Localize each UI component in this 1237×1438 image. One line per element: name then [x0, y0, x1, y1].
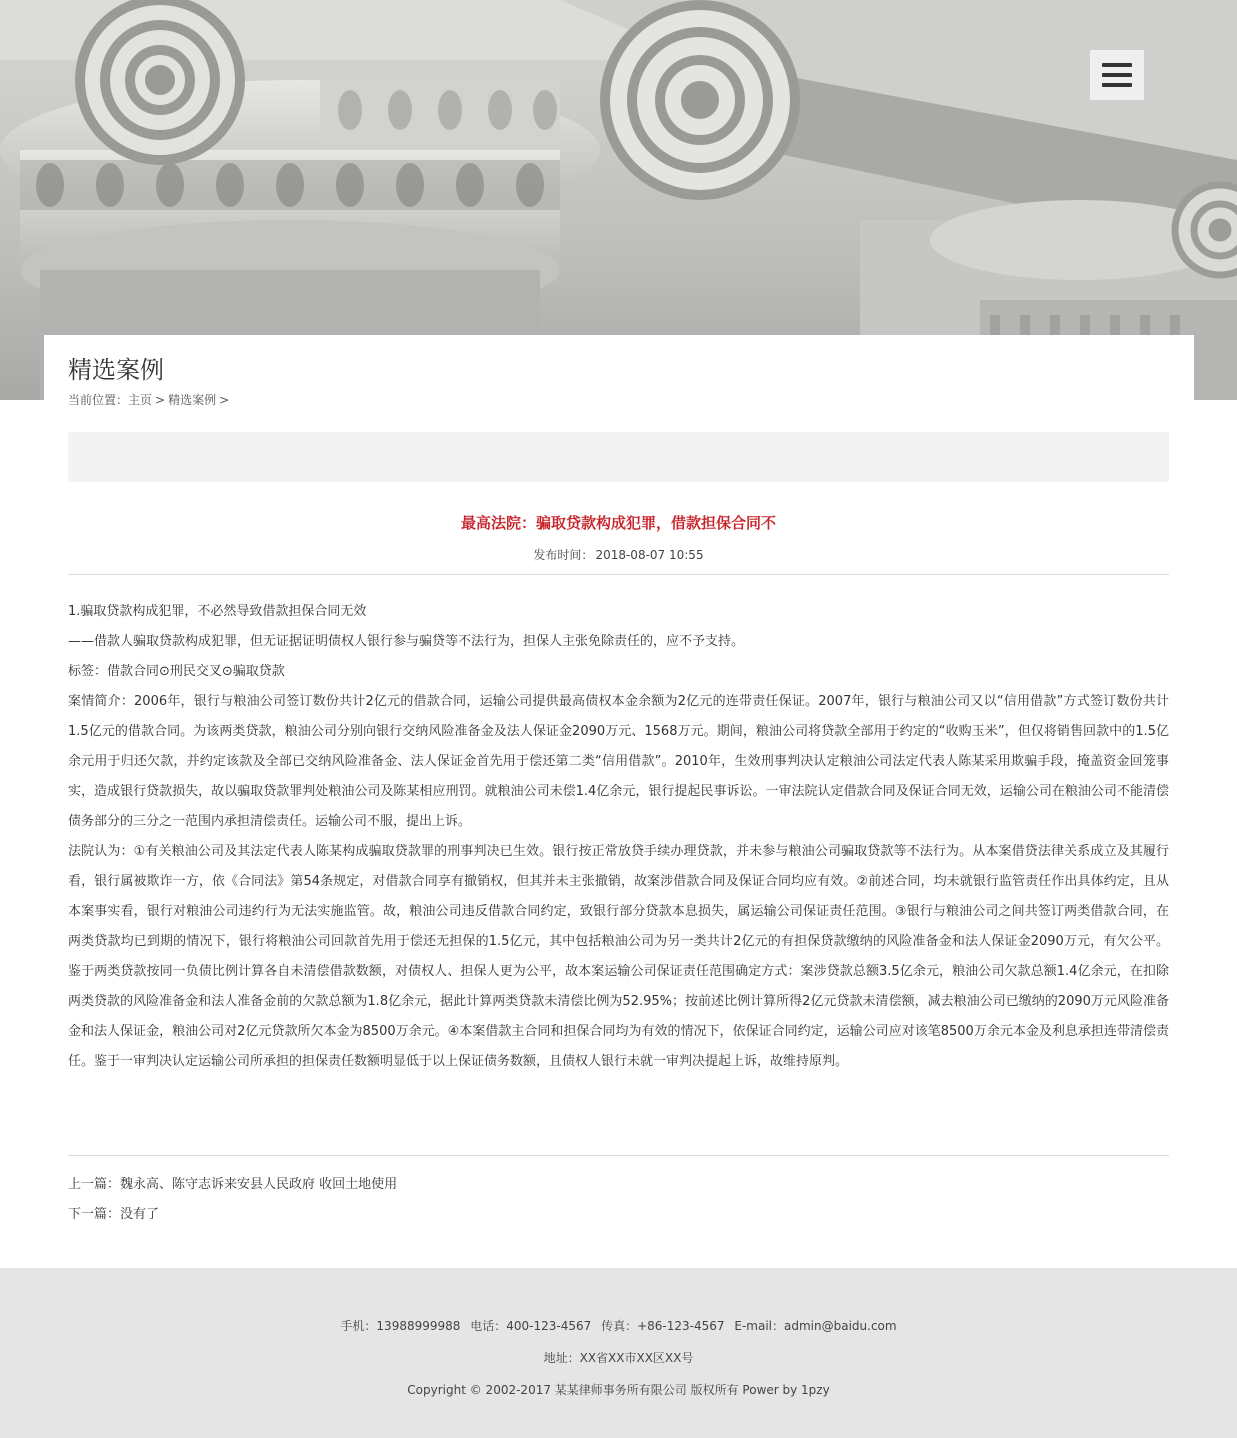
breadcrumb-separator: >	[155, 393, 166, 407]
footer-mobile: 13988999988	[376, 1319, 461, 1333]
article-paragraph: 标签：借款合同⊙刑民交叉⊙骗取贷款	[68, 664, 285, 679]
gray-banner-bar	[68, 432, 1169, 482]
next-article	[68, 1203, 159, 1222]
publish-time-label: 发布时间：	[533, 548, 594, 562]
footer-email: admin@baidu.com	[784, 1319, 897, 1333]
previous-article-label: 上一篇：	[68, 1177, 121, 1192]
article-paragraph: 1.骗取贷款构成犯罪，不必然导致借款担保合同无效	[68, 604, 367, 619]
previous-article	[68, 1173, 397, 1192]
footer-contact-row	[0, 1317, 1237, 1334]
breadcrumb-prefix: 当前位置：	[68, 393, 129, 407]
footer-phone: 400-123-4567	[506, 1319, 592, 1333]
footer-address-row	[0, 1349, 1237, 1366]
footer-phone-label: 电话：	[470, 1319, 507, 1333]
hamburger-menu-button[interactable]	[1090, 50, 1144, 100]
article-paragraph: ——借款人骗取贷款构成犯罪，但无证据证明债权人银行参与骗贷等不法行为，担保人主张免除责任的，应不予支持。	[68, 634, 745, 649]
article-paragraph: 法院认为：①有关粮油公司及其法定代表人陈某构成骗取贷款罪的刑事判决已生效。银行按正常放贷手续办理贷款，并未参与粮油公司骗取贷款等不法行为。从本案借贷法律关系成立及其履行看，银行属被欺诈一方，依《合同法》第54条规定，对借款合同享有撤销权，但其并未主张撤销，故案涉借款合同及保证合同均应有效。②前述合同，均未就银行监管责任作出具体约定，且从本案事实看，银行对粮油公司违约行为无法实施监管。故，粮油公司违反借款合同约定，致银行部分贷款本息损失，属运输公司保证责任范围。③银行与粮油公司之间共签订两类借款合同，在两类贷款均已到期的情况下，银行将粮油公司回款首先用于偿还无担保的1.5亿元，其中包括粮油公司为另一类共计2亿元的有担保贷款缴纳的风险准备金和法人保证金2090万元，有欠公平。鉴于两类贷款按同一负债比例计算各自未清偿借款数额，对债权人、担保人更为公平，故本案运输公司保证责任范围确定方式：案涉贷款总额3.5亿余元，粮油公司欠款总额1.4亿余元，在扣除两类贷款的风险准备金和法人准备金前的欠款总额为1.8亿余元，据此计算两类贷款未清偿比例为52.95%；按前述比例计算所得2亿元贷款未清偿额，减去粮油公司已缴纳的2090万元风险准备金和法人保证金，粮油公司对2亿元贷款所欠本金为8500万余元。④本案借款主合同和担保合同均为有效的情况下，依保证合同约定，运输公司应对该笔8500万余元本金及利息承担连带清偿责任。鉴于一审判决认定运输公司所承担的担保责任数额明显低于以上保证债务数额，且债权人银行未就一审判决提起上诉，故维持原判。	[68, 844, 1169, 1069]
next-article-value: 没有了	[120, 1207, 160, 1222]
breadcrumb-home-link[interactable]: 主页	[128, 393, 153, 407]
publish-time-value: 2018-08-07 10:55	[595, 548, 704, 562]
footer-address: XX省XX市XX区XX号	[579, 1351, 694, 1365]
article-title: 最高法院：骗取贷款构成犯罪，借款担保合同不	[460, 514, 776, 532]
divider	[68, 574, 1169, 575]
breadcrumb-current-link[interactable]: 精选案例	[168, 393, 217, 407]
divider	[68, 1155, 1169, 1156]
hamburger-menu-icon	[1102, 63, 1132, 67]
footer-mobile-label: 手机：	[340, 1319, 377, 1333]
footer	[0, 1268, 1237, 1438]
footer-fax-label: 传真：	[601, 1319, 638, 1333]
footer-copyright: Copyright © 2002-2017 某某律师事务所有限公司 版权所有 Power by 1pzy	[407, 1383, 830, 1397]
article-publish-time	[68, 546, 1169, 563]
footer-email-label: E-mail：	[734, 1319, 784, 1333]
previous-article-link[interactable]: 魏永高、陈守志诉来安县人民政府 收回土地使用	[120, 1177, 398, 1192]
breadcrumb-separator: >	[219, 393, 230, 407]
footer-address-label: 地址：	[543, 1351, 580, 1365]
next-article-label: 下一篇：	[68, 1207, 121, 1222]
article-content	[68, 597, 1169, 1077]
breadcrumb	[68, 391, 232, 408]
article-paragraph: 案情简介：2006年，银行与粮油公司签订数份共计2亿元的借款合同，运输公司提供最高债权本金余额为2亿元的连带责任保证。2007年，银行与粮油公司又以“信用借款”方式签订数份共计1.5亿元的借款合同。为该两类贷款，粮油公司分别向银行交纳风险准备金及法人保证金2090万元、1568万元。期间，粮油公司将贷款全部用于约定的“收购玉米”，但仅将销售回款中的1.5亿余元用于归还欠款，并约定该款及全部已交纳风险准备金、法人保证金首先用于偿还第二类“信用借款”。2010年，生效刑事判决认定粮油公司法定代表人陈某采用欺骗手段，掩盖资金回笼事实，造成银行贷款损失，故以骗取贷款罪判处粮油公司及陈某相应刑罚。就粮油公司未偿1.4亿余元，银行提起民事诉讼。一审法院认定借款合同及保证合同无效，运输公司在粮油公司不能清偿债务部分的三分之一范围内承担清偿责任。运输公司不服，提出上诉。	[68, 694, 1169, 829]
page-title: 精选案例	[68, 356, 164, 384]
footer-fax: +86-123-4567	[637, 1319, 725, 1333]
